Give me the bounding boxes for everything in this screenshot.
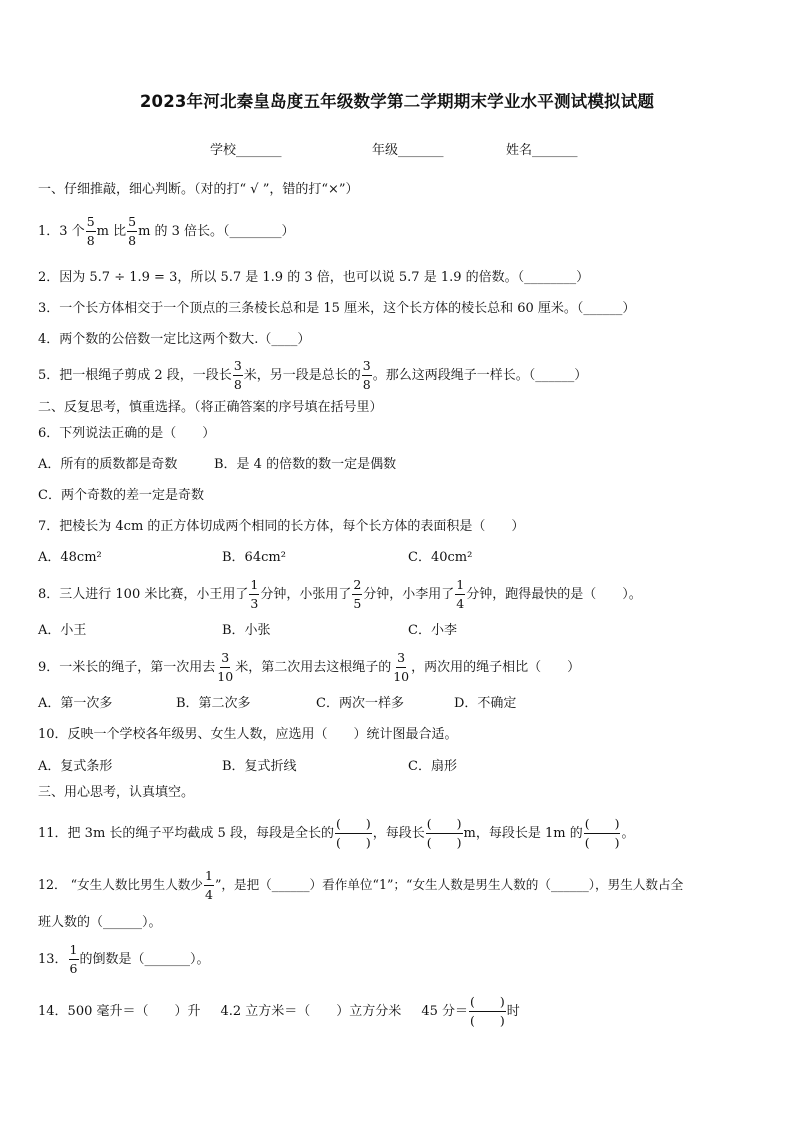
question-14: 14．500 毫升＝（ ）升 4.2 立方米＝（ ）立方分米 45 分＝ $\frac{( )}{( )}$ 时 [38,994,520,1028]
fraction: $\frac{3}{10}$ [393,650,410,684]
section1-header: 一、仔细推敲，细心判断。（对的打“ √ ”，错的打“×”） [38,182,359,197]
section3-header: 三、用心思考，认真填空。 [38,785,195,800]
question-7-stem: 7．把棱长为 4cm 的正方体切成两个相同的长方体，每个长方体的表面积是（ ） [38,519,525,534]
question-5: 5．把一根绳子剪成 2 段，一段长 $\frac{3}{8}$ 米，另一段是总长的 $\frac{3}{8}$ 。那么这两段绳子一样长。（______） [38,358,588,392]
fraction: $\frac{2}{5}$ [353,577,362,611]
fraction: $\frac{5}{8}$ [128,214,137,248]
question-6-option-a: A．所有的质数都是奇数 [38,457,178,472]
question-10-option-a: A．复式条形 [38,759,113,774]
question-3: 3．一个长方体相交于一个顶点的三条棱长总和是 15 厘米，这个长方体的棱长总和 60 厘米。（______） [38,301,636,316]
question-12: 12． “女生人数比男生人数少 $\frac{1}{4}$ ”，是把（______）看作单位“1”；“女生人数是男生人数的（______），男生人数占全 [38,868,684,902]
fraction: $\frac{1}{3}$ [250,577,259,611]
question-7-option-b: B．64cm² [222,550,286,565]
grade-field: 年级_______ [372,143,444,158]
fraction: $\frac{1}{4}$ [205,868,213,902]
question-8-option-c: C．小李 [408,623,457,638]
blank-fraction: $\frac{( )}{( )}$ [584,816,620,850]
question-6-stem: 6．下列说法正确的是（ ） [38,426,216,441]
question-9-option-d: D．不确定 [454,696,517,711]
question-7-option-a: A．48cm² [38,550,102,565]
school-field: 学校_______ [210,143,282,158]
question-12-line2: 班人数的（______）。 [38,915,162,930]
fraction: $\frac{3}{8}$ [362,358,371,392]
question-8-option-b: B．小张 [222,623,271,638]
question-8-stem: 8．三人进行 100 米比赛，小王用了 $\frac{1}{3}$ 分钟，小张用了 $\frac{2}{5}$ 分钟，小李用了 $\frac{1}{4}$ 分钟，跑得最快的是（ ）。 [38,577,642,611]
fraction: $\frac{3}{10}$ [217,650,234,684]
page-title: 2023年河北秦皇岛度五年级数学第二学期期末学业水平测试模拟试题 [139,92,655,111]
question-9-option-a: A．第一次多 [38,696,113,711]
question-11: 11．把 3m 长的绳子平均截成 5 段，每段是全长的 $\frac{( )}{( )}$ ，每段长 $\frac{( )}{( )}$ m，每段长是 1m 的 $\frac{( )}{( )}$ 。 [38,816,635,850]
question-9-stem: 9．一米长的绳子，第一次用去 $\frac{3}{10}$ 米，第二次用去这根绳子的 $\frac{3}{10}$ ，两次用的绳子相比（ ） [38,650,581,684]
question-9-option-c: C．两次一样多 [316,696,404,711]
question-6-option-c: C．两个奇数的差一定是奇数 [38,488,204,503]
blank-fraction: $\frac{( )}{( )}$ [335,816,371,850]
question-10-stem: 10．反映一个学校各年级男、女生人数，应选用（ ）统计图最合适。 [38,727,458,742]
question-6-option-b: B．是 4 的倍数的数一定是偶数 [214,457,397,472]
blank-fraction: $\frac{( )}{( )}$ [470,994,505,1028]
blank-fraction: $\frac{( )}{( )}$ [426,816,462,850]
question-4: 4．两个数的公倍数一定比这两个数大.（____） [38,332,311,347]
fraction: $\frac{1}{4}$ [456,577,465,611]
fraction: $\frac{1}{6}$ [69,942,78,976]
question-2: 2．因为 5.7 ÷ 1.9 = 3，所以 5.7 是 1.9 的 3 倍，也可以说 5.7 是 1.9 的倍数。（________） [38,270,590,285]
name-field: 姓名_______ [506,143,578,158]
question-13: 13． $\frac{1}{6}$ 的倒数是（_______）。 [38,942,210,976]
fraction: $\frac{5}{8}$ [86,214,95,248]
question-9-option-b: B．第二次多 [176,696,251,711]
question-7-option-c: C．40cm² [408,550,473,565]
question-10-option-b: B．复式折线 [222,759,297,774]
question-10-option-c: C．扇形 [408,759,457,774]
question-1: 1．3 个 $\frac{5}{8}$ m 比 $\frac{5}{8}$ m 的 3 倍长。（________） [38,214,295,248]
question-8-option-a: A．小王 [38,623,87,638]
section2-header: 二、反复思考，慎重选择。（将正确答案的序号填在括号里） [38,400,383,415]
fraction: $\frac{3}{8}$ [233,358,242,392]
